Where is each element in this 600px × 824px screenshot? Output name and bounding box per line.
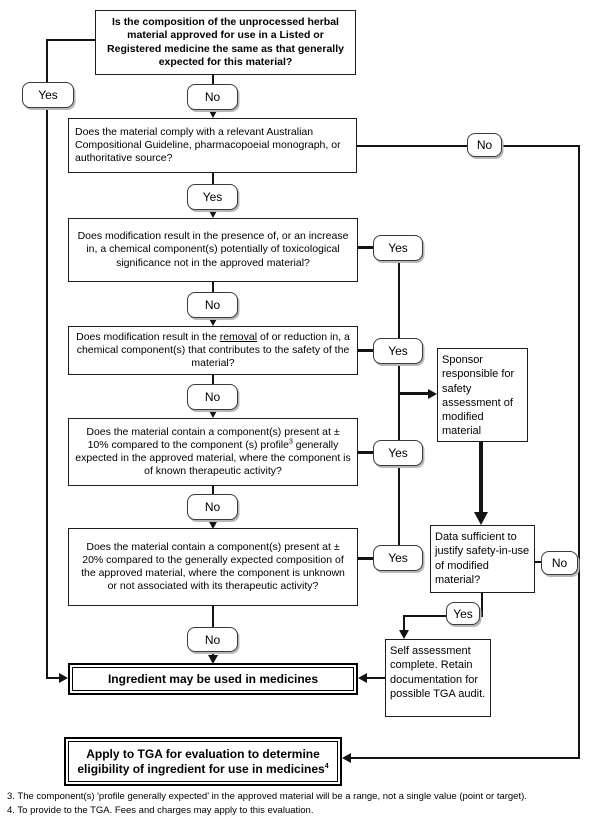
question-text: Does modification result in the removal of or reduction in, a chemical component(s) that contributes to the safety of the material? xyxy=(76,330,350,370)
arrow-down-icon xyxy=(208,409,218,418)
question-text: Does the material comply with a relevant Australian Compositional Guideline, pharmacopoeial monograph, or authoritative source? xyxy=(75,125,341,165)
sponsor-text: Sponsor responsible for safety assessment of modified material xyxy=(442,354,515,438)
arrow-down-icon xyxy=(208,209,218,218)
footnote-marker: 3 xyxy=(288,438,293,446)
arrow-right-icon xyxy=(59,673,68,683)
arrow-down-icon xyxy=(474,512,488,525)
arrow-down-icon xyxy=(399,630,409,639)
no-label-4: No xyxy=(187,494,238,520)
self-assessment-box xyxy=(385,639,491,717)
yes-label-right-1: Yes xyxy=(373,235,423,261)
question-composition-approved xyxy=(95,10,356,75)
question-text: Is the composition of the unprocessed herbal material approved for use in a Listed or Registered medicine the same as that generally expected for this material? xyxy=(107,16,344,68)
yes-label-left: Yes xyxy=(22,82,74,108)
connector xyxy=(481,593,483,617)
connector xyxy=(400,392,430,395)
connector xyxy=(398,247,400,557)
arrow-down-icon xyxy=(208,109,218,118)
sponsor-responsibility-box xyxy=(437,348,528,442)
yes-label-right-3: Yes xyxy=(373,440,423,466)
yes-label-data-sufficient: Yes xyxy=(446,602,480,625)
no-label-3: No xyxy=(187,384,238,410)
footnote-3: 3. The component(s) 'profile generally expected' in the approved material will be a range, not a single value (point or target). xyxy=(7,791,527,802)
yes-label-center: Yes xyxy=(187,184,238,210)
data-sufficient-text: Data sufficient to justify safety-in-use of modified material? xyxy=(435,531,530,586)
arrow-left-icon xyxy=(358,673,367,683)
footnote-4: 4. To provide to the TGA. Fees and charges may apply to this evaluation. xyxy=(7,805,314,816)
question-text: Does the material contain a component(s) present at ± 10% compared to the component (s) profile$^3$ generally expected in the approved material, where the component is of known therapeutic activity? xyxy=(75,425,351,478)
outcome-ingredient-box xyxy=(68,663,358,695)
outcome-apply-tga-box xyxy=(64,737,342,786)
question-text: Does modification result in the presence of, or an increase in, a chemical component(s) potentially of toxicological significance not in the approved material? xyxy=(77,230,349,269)
no-label-top-right: No xyxy=(467,133,502,157)
arrow-left-icon xyxy=(342,753,351,763)
connector xyxy=(46,39,48,679)
no-label-data-sufficient: No xyxy=(541,551,578,575)
self-assessment-text: Self assessment complete. Retain documentation for possible TGA audit. xyxy=(390,645,486,700)
connector xyxy=(46,39,96,41)
connector xyxy=(479,442,483,513)
yes-label-right-4: Yes xyxy=(373,545,423,571)
connector xyxy=(357,557,374,560)
arrow-right-icon xyxy=(428,389,437,399)
connector xyxy=(357,246,374,249)
question-text: Does the material contain a component(s) present at ± 20% compared to the generally expected composition of the approved material, where the component is unknown or not associated with its therapeutic activity? xyxy=(81,540,345,593)
connector xyxy=(367,677,385,679)
connector xyxy=(578,145,580,759)
arrow-down-icon xyxy=(208,317,218,326)
yes-label-right-2: Yes xyxy=(373,338,423,364)
data-sufficient-box xyxy=(430,525,535,593)
connector xyxy=(357,349,374,352)
footnote-marker: 4 xyxy=(324,762,329,770)
question-toxicological-increase xyxy=(68,218,358,282)
no-label-1: No xyxy=(187,84,238,110)
outcome-text: Apply to TGA for evaluation to determine eligibility of ingredient for use in medicines$^4$ xyxy=(77,746,329,776)
no-label-5: No xyxy=(187,627,238,652)
connector xyxy=(501,145,580,147)
connector xyxy=(351,757,580,759)
question-20-percent-composition xyxy=(68,528,358,606)
connector xyxy=(357,145,468,147)
question-compositional-guideline xyxy=(68,118,357,173)
connector xyxy=(357,451,374,454)
question-10-percent-profile xyxy=(68,418,358,486)
outcome-text: Ingredient may be used in medicines xyxy=(107,671,319,686)
question-safety-removal xyxy=(68,326,358,375)
no-label-2: No xyxy=(187,292,238,318)
